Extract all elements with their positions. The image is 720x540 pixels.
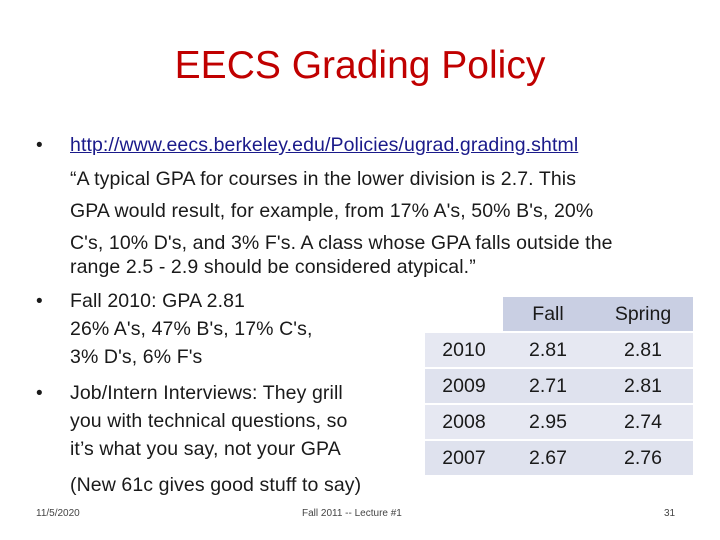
interview-line: you with technical questions, so: [70, 410, 348, 432]
fall-gpa-line: Fall 2010: GPA 2.81: [70, 290, 245, 312]
footer-lecture: Fall 2011 -- Lecture #1: [302, 508, 402, 519]
table-row: [425, 369, 693, 403]
bullet-marker: •: [36, 291, 43, 312]
quote-line: GPA would result, for example, from 17% A's, 50% B's, 20%: [70, 200, 594, 222]
quote-line: range 2.5 - 2.9 should be considered atypical.”: [70, 256, 476, 278]
fall-gpa-line: 3% D's, 6% F's: [70, 346, 203, 368]
spring-cell: 2.81: [593, 333, 693, 367]
year-cell: 2007: [425, 441, 503, 475]
fall-cell: 2.67: [503, 441, 593, 475]
bullet-marker: •: [36, 135, 43, 156]
spring-cell: 2.74: [593, 405, 693, 439]
year-cell: 2010: [425, 333, 503, 367]
header-spring: Spring: [593, 297, 693, 331]
footer-page-number: 31: [664, 508, 676, 519]
footer-date: 11/5/2020: [36, 508, 80, 519]
fall-cell: 2.81: [503, 333, 593, 367]
table-row: [425, 441, 693, 475]
gpa-table: [425, 295, 693, 477]
header-empty: [425, 297, 503, 331]
header-fall: Fall: [503, 297, 593, 331]
gpa-table-header: [425, 297, 693, 331]
spring-cell: 2.81: [593, 369, 693, 403]
interview-line: (New 61c gives good stuff to say): [70, 474, 362, 496]
quote-line: “A typical GPA for courses in the lower division is 2.7. This: [70, 168, 577, 190]
fall-gpa-line: 26% A's, 47% B's, 17% C's,: [70, 318, 313, 340]
spring-cell: 2.76: [593, 441, 693, 475]
slide-title: EECS Grading Policy: [174, 44, 546, 87]
fall-cell: 2.95: [503, 405, 593, 439]
interview-line: Job/Intern Interviews: They grill: [70, 382, 343, 404]
table-row: [425, 333, 693, 367]
fall-cell: 2.71: [503, 369, 593, 403]
interview-line: it’s what you say, not your GPA: [70, 438, 341, 460]
year-cell: 2009: [425, 369, 503, 403]
bullet-marker: •: [36, 383, 43, 404]
year-cell: 2008: [425, 405, 503, 439]
policy-link[interactable]: http://www.eecs.berkeley.edu/Policies/ugrad.grading.shtml: [70, 134, 579, 156]
table-row: [425, 405, 693, 439]
quote-line: C's, 10% D's, and 3% F's. A class whose GPA falls outside the: [70, 232, 613, 254]
